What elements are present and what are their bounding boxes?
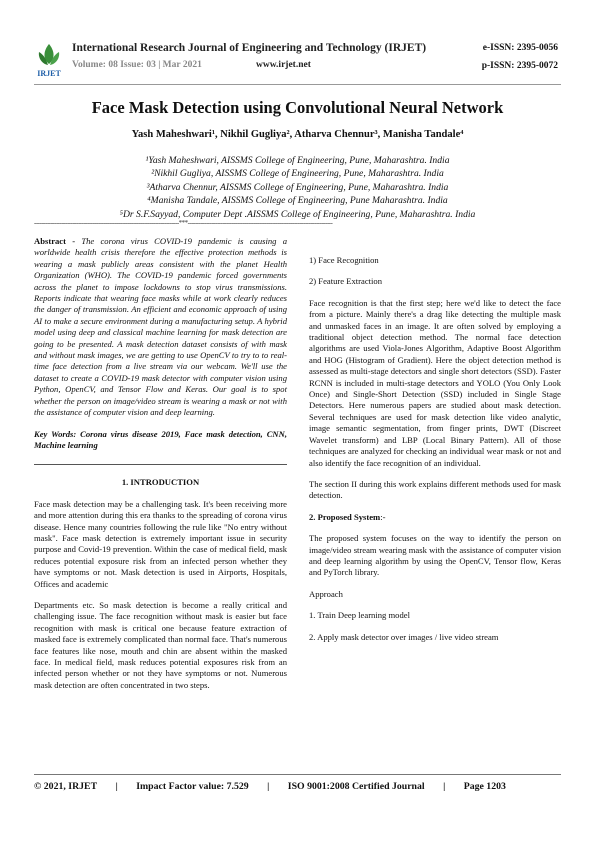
approach-step-1: 1. Train Deep learning model (309, 610, 410, 621)
affiliation-5: ⁵Dr S.F.Sayyad, Computer Dept .AISSMS College of Engineering, Pune, Maharashtra. India (119, 208, 476, 220)
abstract-label: Abstract - (34, 236, 76, 246)
keywords: Key Words: Corona virus disease 2019, Face mask detection, CNN, Machine learning (34, 428, 287, 450)
footer-separator: | (267, 781, 270, 792)
face-recognition-paragraph: Face recognition is that the first step; here we'd like to detect the face from a picture. Mainly there's a drag like detecting the multiple mask and unmasked faces in an image. It are often solved by employing a traditional object detection method. The normal face detection algorithms are used Viola-Jones Algorithm, Adaptive Boost Algorithm and HOG (Histogram of Gradient). Here the object detection method is assessed as multi-stage detectors and single short detectors (SSD). Faster RCNN is included in multi-stage detectors and YOLO (You Only Look Once) and Single-Short Detection (SSD) included in Single Stage Detectors. Here numerous papers are studied about mask detection. Several techniques are used for mask detection like video analytic, image semantic segmentation, from finger prints, DWT (Discreet Wavelet transform) and LBP (Local Binary Pattern). All of those techniques are analyzed for checking an individual wear mask or not and also identify the face recognition of an individual. (309, 297, 561, 468)
irjet-logo (34, 40, 64, 80)
affiliation-4: ⁴Manisha Tandale, AISSMS College of Engineering, Pune Maharashtra. India (147, 195, 448, 207)
footer-separator: | (115, 781, 118, 792)
journal-title: International Research Journal of Engineering and Technology (IRJET) (72, 42, 427, 54)
right-column (309, 255, 561, 653)
header-divider (34, 84, 561, 85)
abstract-box (34, 236, 287, 465)
logo-text: IRJET (37, 69, 61, 78)
abstract-text: The corona virus COVID-19 pandemic is causing a worldwide health crisis therefore the effective protection methods is wearing a mask publicly areas consistent with the planet Health Organization (WHO). The COVID-19 pandemic forced governments across the planet to impose lockdowns to stop virus transmissions. Reports indicate that wearing face masks while at work clearly reduces the danger of transmission. An efficient and economic approach of using AI to make a secure environment during a manufacturing setup. A hybrid model using deep and classical machine learning for mask detection are going to be presented. A mask detection dataset consists of with mask and without mask images, we are getting to use OpenCV to try to to real-time face detection from a live stream via our webcam. We'll use the dataset to create a COVID-19 mask detector with computer vision using Python, OpenCV, and Tensor Flow and Keras. Our goal is to spot whether the person on image/video stream is wearing a mask or not with the assistance of computer vision and deep learning. (34, 236, 287, 418)
affiliations (0, 154, 595, 221)
abstract (34, 236, 287, 419)
pissn: p-ISSN: 2395-0072 (481, 61, 558, 71)
footer-page-number: Page 1203 (463, 781, 506, 792)
proposed-system-heading (309, 512, 561, 523)
intro-paragraph-2: Departments etc. So mask detection is become a really critical and challenging issue. The face recognition without mask is easier but face recognition with mask is critical one because feature extraction of masked face is extremely complicated than normal face. That's numerous face features like nose, mouth and chin are absent within the masked face. In medical field, mask reduces potential exposures risk from an infected person whether or not they have symptoms or not. Numerous mask detection are often concentrated in two steps. (34, 599, 287, 690)
section-ii-paragraph: The section II during this work explains different methods used for mask detection. (309, 478, 561, 501)
left-column (34, 236, 287, 701)
footer-impact-factor: Impact Factor value: 7.529 (136, 781, 249, 792)
author-list: Yash Maheshwari¹, Nikhil Gugliya², Atharva Chennur³, Manisha Tandale⁴ (131, 129, 464, 140)
eissn: e-ISSN: 2395-0056 (482, 43, 558, 53)
proposed-system-title: 2. Proposed System (309, 511, 381, 522)
journal-header (34, 38, 564, 84)
affiliation-3: ³Atharva Chennur, AISSMS College of Engineering, Pune, Maharashtra. India (146, 181, 449, 193)
footer-divider (34, 774, 561, 775)
footer-iso: ISO 9001:2008 Certified Journal (287, 781, 425, 792)
affiliation-1: ¹Yash Maheshwari, AISSMS College of Engineering, Pune, Maharashtra. India (145, 155, 450, 166)
journal-website[interactable]: www.irjet.net (256, 60, 311, 70)
introduction-heading: 1. INTRODUCTION (121, 477, 200, 488)
approach-step-2: 2. Apply mask detector over images / live video stream (309, 631, 499, 642)
footer-separator: | (443, 781, 446, 792)
step-feature-extraction: 2) Feature Extraction (309, 276, 383, 287)
page-footer (34, 781, 561, 792)
affiliation-2: ²Nikhil Gugliya, AISSMS College of Engineering, Pune, Maharashtra. India (151, 168, 444, 180)
step-face-recognition: 1) Face Recognition (309, 255, 379, 265)
intro-paragraph-1: Face mask detection may be a challenging task. It's been receiving more and more attention during this era thanks to the spreading of corona virus disease. Hence many countries following the rule like "No entry without mask". Face mask detection is extremely important issue in security purpose and Covid-19 prevention. Within the case of medical field, mask reduces potential exposure risk from an infected person whether they have symptoms or not. Mask detection is used in Airports, Hospitals, Offices and academic (34, 498, 287, 589)
approach-label: Approach (309, 588, 343, 599)
proposed-system-suffix: :- (380, 511, 386, 522)
section-separator: -------------------------------------------------------------------------------***------------------------------------------------------------------------------- (34, 219, 333, 227)
proposed-system-paragraph: The proposed system focuses on the way to identify the person on image/video stream wearing mask with the assistance of computer vision and deep learning algorithm by using the OpenCV, Tensor flow, Keras and PyTorch library. (309, 533, 561, 578)
paper-title: Face Mask Detection using Convolutional Neural Network (91, 98, 504, 117)
footer-copyright: © 2021, IRJET (34, 781, 98, 792)
volume-issue: Volume: 08 Issue: 03 | Mar 2021 (72, 60, 202, 70)
